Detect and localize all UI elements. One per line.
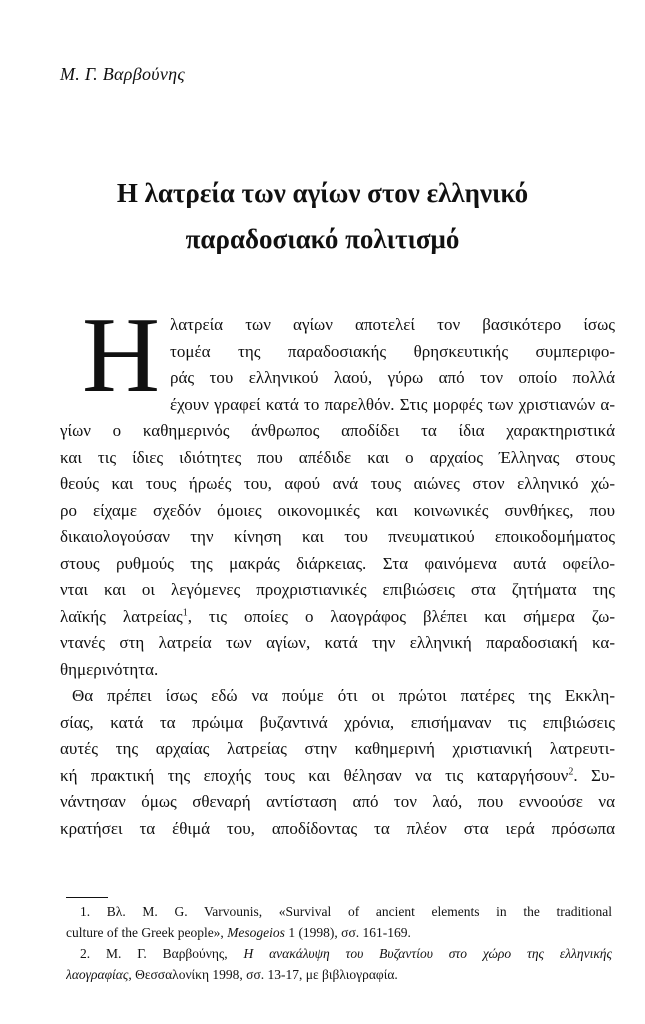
text-line: κρατήσει τα έθιμά του, αποδίδοντας τα πλέον στα ιερά πρόσωπα: [60, 818, 615, 838]
text-fragment: 2. Μ. Γ. Βαρβούνης,: [80, 946, 244, 961]
book-title: Η ανακάλυψη του Βυζαντίου στο χώρο της ελληνικής: [243, 946, 612, 961]
text-line: θημερινότητα.: [60, 659, 159, 679]
footnote-2-line-2: [66, 964, 612, 985]
drop-cap: Η: [82, 296, 160, 415]
text-line: αυτές της αρχαίας λατρείας στην καθημερινή χριστιανική λατρευτι-: [60, 739, 615, 758]
text-line: γίων ο καθημερινός άνθρωπος αποδίδει τα ίδια χαρακτηριστικά: [60, 421, 615, 440]
text-line: κή πρακτική της εποχής τους και θέλησαν να τις καταργήσουν$^2$. Συ-: [60, 765, 615, 785]
footnote-mark-1: 1: [182, 606, 188, 618]
text-line: λατρεία των αγίων αποτελεί τον βασικότερο ίσως: [170, 315, 615, 334]
footnote-1-line-2: [66, 922, 612, 943]
text-line: νάντησαν όμως σθεναρή αντίσταση από τον λαό, που εννοούσε να: [60, 792, 615, 811]
footnote-separator: [66, 897, 108, 898]
text-fragment: Συ-: [591, 765, 615, 785]
text-line: νται και οι λεγόμενες προχριστιανικές επιβιώσεις στα ζητήματα της: [60, 580, 615, 599]
text-line: στους ρυθμούς της μακράς διάρκειας. Στα φαινόμενα αυτά οφείλο-: [60, 553, 615, 573]
text-line: δικαιολογούσαν την κίνηση και του πνευματικού εποικοδομήματος: [60, 527, 615, 546]
body-text: [60, 296, 615, 842]
text-fragment: , Θεσσαλονίκη 1998, σσ. 13-17, με βιβλιογραφία.: [128, 967, 398, 982]
footnote-mark-2: 2: [568, 765, 574, 777]
book-title-cont: λαογραφίας: [66, 967, 129, 982]
footnote-2-line-1: [66, 943, 612, 964]
text-line: Θα πρέπει ίσως εδώ να πούμε ότι οι πρώτοι πατέρες της Εκκλη-: [72, 686, 615, 705]
text-line: σίας, κατά τα πρώιμα βυζαντινά χρόνια, επισήμαναν τις επιβιώσεις: [60, 712, 615, 732]
chapter-title-line-1: Η λατρεία των αγίων στον ελληνικό: [116, 178, 529, 208]
chapter-title-line-2: παραδοσιακό πολιτισμό: [185, 224, 460, 254]
text-line: έχουν γραφεί κατά το παρελθόν. Στις μορφές των χριστιανών α-: [170, 394, 615, 414]
journal-title: Mesogeios: [227, 925, 285, 940]
text-line: ρο είχαμε σχεδόν όμοιες οικονομικές και κοινωνικές συνθήκες, που: [60, 500, 615, 520]
text-fragment: λαϊκής λατρείας: [60, 606, 183, 626]
footnote-1-line-1: 1. Βλ. M. G. Varvounis, «Survival of ancient elements in the traditional: [80, 904, 612, 919]
text-fragment: κή πρακτική της εποχής τους και θέλησαν να τις καταργήσουν: [60, 765, 569, 785]
text-fragment: culture of the Greek people»,: [66, 925, 228, 940]
text-line: ράς του ελληνικού λαού, γύρω από τον οποίο πολλά: [170, 368, 615, 387]
text-fragment: 1 (1998), σσ. 161-169.: [284, 925, 411, 940]
text-line: θεούς και τους ήρωές του, αφού ανά τους αιώνες στον ελληνικό χώ-: [60, 474, 615, 493]
footnotes: [66, 901, 612, 985]
text-line: λαϊκής λατρείας$^1$, τις οποίες ο λαογράφος βλέπει και σήμερα ζω-: [60, 606, 615, 626]
text-line: τομέα της παραδοσιακής θρησκευτικής συμπεριφο-: [170, 341, 615, 361]
text-line: και τις ίδιες ιδιότητες που απέδιδε και ο αρχαίος Έλληνας στους: [60, 447, 615, 467]
running-header-author: Μ. Γ. Βαρβούνης: [60, 64, 185, 84]
text-fragment: τις οποίες ο λαογράφος βλέπει και σήμερα ζω-: [208, 606, 615, 626]
text-line: ντανές στη λατρεία των αγίων, κατά την ελληνική παραδοσιακή κα-: [60, 633, 615, 652]
